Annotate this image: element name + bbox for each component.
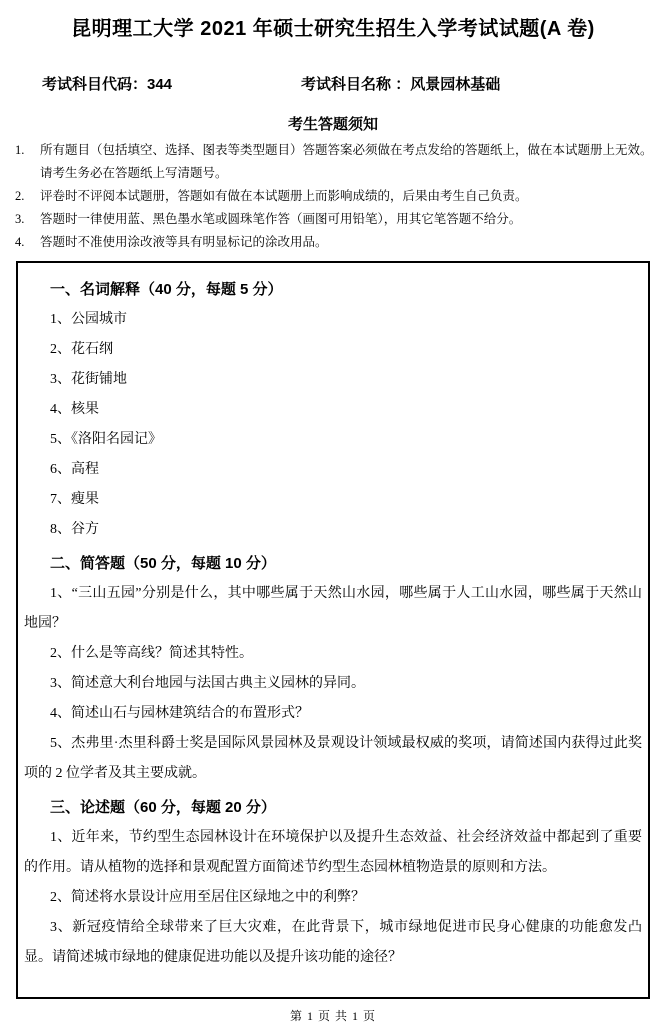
question: 5、《洛阳名园记》 <box>50 432 162 447</box>
question: 3、花街铺地 <box>50 372 127 387</box>
question: 3、简述意大利台地园与法国古典主义园林的异同。 <box>50 676 365 691</box>
section-heading: 一、名词解释（40 分，每题 5 分） <box>50 281 283 298</box>
question: 2、花石纲 <box>50 342 113 357</box>
subject-row <box>42 75 666 95</box>
notice-item <box>15 139 658 185</box>
section-essay <box>24 793 642 973</box>
section-heading: 二、简答题（50 分，每题 10 分） <box>50 555 276 572</box>
question: 5、杰弗里·杰里科爵士奖是国际风景园林及景观设计领域最权威的奖项，请简述国内获得过此奖项的 2 位学者及其主要成就。 <box>24 736 642 781</box>
page-title: 昆明理工大学 2021 年硕士研究生招生入学考试试题(A 卷) <box>71 18 595 40</box>
question: 1、“三山五园”分别是什么，其中哪些属于天然山水园，哪些属于人工山水园，哪些属于天然山地园？ <box>24 586 642 631</box>
question: 3、新冠疫情给全球带来了巨大灾难，在此背景下，城市绿地促进市民身心健康的功能愈发凸显。请简述城市绿地的健康促进功能以及提升该功能的途径？ <box>24 920 642 965</box>
notice-item-text: 评卷时不评阅本试题册，答题如有做在本试题册上而影响成绩的，后果由考生自己负责。 <box>40 189 528 203</box>
subject-name: 考试科目名称 ：风景园林基础 <box>301 76 501 93</box>
notice-item <box>15 208 658 231</box>
notice-item-text: 答题时一律使用蓝、黑色墨水笔或圆珠笔作答（画图可用铅笔），用其它笔答题不给分。 <box>40 212 522 226</box>
page-number: 第 1 页 共 1 页 <box>289 1009 376 1023</box>
question: 8、谷方 <box>50 522 99 537</box>
notice-item-text: 答题时不准使用涂改液等具有明显标记的涂改用品。 <box>40 235 328 249</box>
question: 1、近年来，节约型生态园林设计在环境保护以及提升生态效益、社会经济效益中都起到了重要的作用。请从植物的选择和景观配置方面简述节约型生态园林植物造景的原则和方法。 <box>24 830 642 875</box>
notice-item-number: 4. <box>15 235 25 249</box>
notice-item-number: 3. <box>15 212 25 226</box>
question: 6、高程 <box>50 462 99 477</box>
notice-item <box>15 231 658 254</box>
question: 4、核果 <box>50 402 99 417</box>
question: 7、瘦果 <box>50 492 99 507</box>
notice-list <box>15 139 658 254</box>
notice-item-number: 1. <box>15 143 25 157</box>
section-terms <box>24 275 642 545</box>
notice-item-text: 所有题目（包括填空、选择、图表等类型题目）答题答案必须做在考点发给的答题纸上，做在本试题册上无效。请考生务必在答题纸上写清题号。 <box>40 143 653 180</box>
notice-item <box>15 185 658 208</box>
question: 2、什么是等高线？简述其特性。 <box>50 646 253 661</box>
notice-item-number: 2. <box>15 189 25 203</box>
question: 1、公园城市 <box>50 312 127 327</box>
subject-code: 考试科目代码：344 <box>42 76 173 93</box>
notice-heading: 考生答题须知 <box>287 116 378 133</box>
question: 4、简述山石与园林建筑结合的布置形式？ <box>50 706 309 721</box>
question-box <box>16 261 650 999</box>
section-short-answer <box>24 549 642 789</box>
question: 2、简述将水景设计应用至居住区绿地之中的利弊？ <box>50 890 365 905</box>
section-heading: 三、论述题（60 分，每题 20 分） <box>50 799 276 816</box>
